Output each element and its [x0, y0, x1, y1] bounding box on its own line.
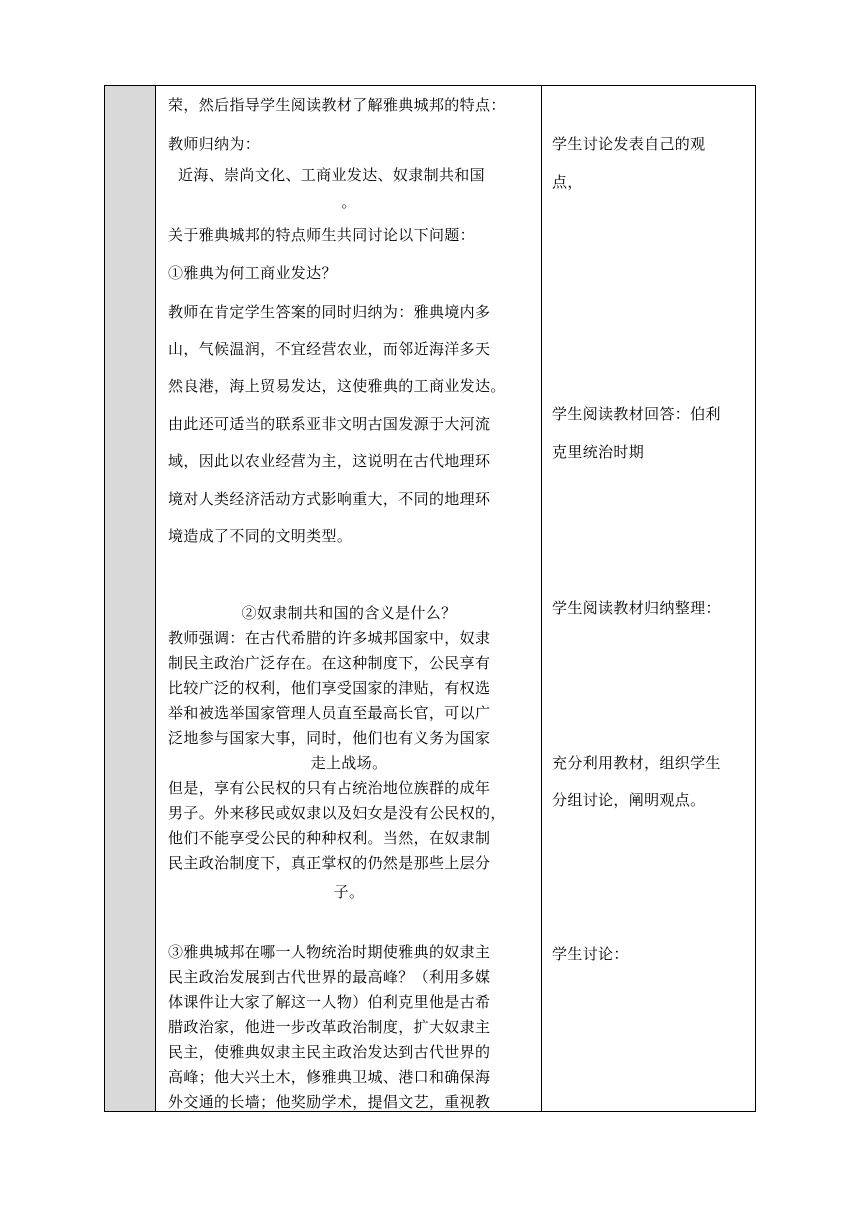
main-line: 但是，享有公民权的只有占统治地位族群的成年: [168, 779, 491, 797]
main-line: 腊政治家，他进一步改革政治制度，扩大奴隶主: [168, 1018, 491, 1036]
main-line: 教师强调：在古代希腊的许多城邦国家中，奴隶: [168, 629, 491, 647]
main-line: 。: [341, 193, 357, 211]
main-line: 举和被选举国家管理人员直至最高长官，可以广: [168, 704, 491, 722]
main-line: 山，气候温润，不宜经营农业，而邻近海洋多天: [168, 340, 491, 358]
main-line: ③雅典城邦在哪一人物统治时期使雅典的奴隶主: [168, 943, 491, 961]
main-line: 制民主政治广泛存在。在这种制度下，公民享有: [168, 654, 491, 672]
main-line: 关于雅典城邦的特点师生共同讨论以下问题：: [168, 226, 476, 244]
main-line: 域，因此以农业经营为主，这说明在古代地理环: [168, 452, 491, 470]
side-line: 分组讨论，阐明观点。: [552, 791, 706, 809]
side-line: 点，: [552, 173, 583, 191]
main-line: 高峰；他大兴土木，修雅典卫城、港口和确保海: [168, 1068, 491, 1086]
main-line: 体课件让大家了解这一人物）伯利克里他是古希: [168, 993, 491, 1011]
side-line: 学生阅读教材回答：伯利: [552, 405, 721, 423]
main-line: 子。: [333, 883, 365, 901]
teaching-process-column: [156, 85, 542, 1112]
main-line: 境造成了不同的文明类型。: [168, 527, 353, 545]
main-line: ①雅典为何工商业发达？: [168, 264, 337, 282]
main-line: 男子。外来移民或奴隶以及妇女是没有公民权的，: [168, 804, 506, 822]
main-line: 民主政治制度下，真正掌权的仍然是那些上层分: [168, 854, 491, 872]
main-line: 境对人类经济活动方式影响重大，不同的地理环: [168, 490, 491, 508]
main-line: 教师归纳为：: [168, 135, 261, 153]
student-activity-column: [542, 85, 756, 1112]
main-line: 由此还可适当的联系亚非文明古国发源于大河流: [168, 415, 491, 433]
side-line: 学生讨论发表自己的观: [552, 135, 706, 153]
lesson-plan-table: [104, 85, 756, 1112]
main-line: 外交通的长墙；他奖励学术，提倡文艺，重视教: [168, 1093, 491, 1111]
main-line: 民主，使雅典奴隶主民主政治发达到古代世界的: [168, 1043, 491, 1061]
main-line: 他们不能享受公民的种种权利。当然，在奴隶制: [168, 829, 491, 847]
gray-left-column: [104, 85, 156, 1112]
main-line: 比较广泛的权利，他们享受国家的津贴，有权选: [168, 679, 491, 697]
side-line: 学生讨论：: [552, 945, 629, 963]
main-line: 然良港，海上贸易发达，这使雅典的工商业发达。: [168, 377, 506, 395]
main-line: 民主政治发展到古代世界的最高峰？（利用多媒: [168, 968, 491, 986]
main-line: 近海、崇尚文化、工商业发达、奴隶制共和国: [178, 166, 486, 184]
main-line: ②奴隶制共和国的含义是什么？: [241, 604, 457, 622]
side-line: 充分利用教材，组织学生: [552, 754, 721, 772]
main-line: 走上战场。: [310, 754, 388, 772]
side-line: 克里统治时期: [552, 443, 645, 461]
main-line: 荣，然后指导学生阅读教材了解雅典城邦的特点：: [168, 96, 506, 114]
main-line: 泛地参与国家大事，同时，他们也有义务为国家: [168, 729, 491, 747]
side-line: 学生阅读教材归纳整理：: [552, 599, 721, 617]
main-line: 教师在肯定学生答案的同时归纳为：雅典境内多: [168, 303, 491, 321]
